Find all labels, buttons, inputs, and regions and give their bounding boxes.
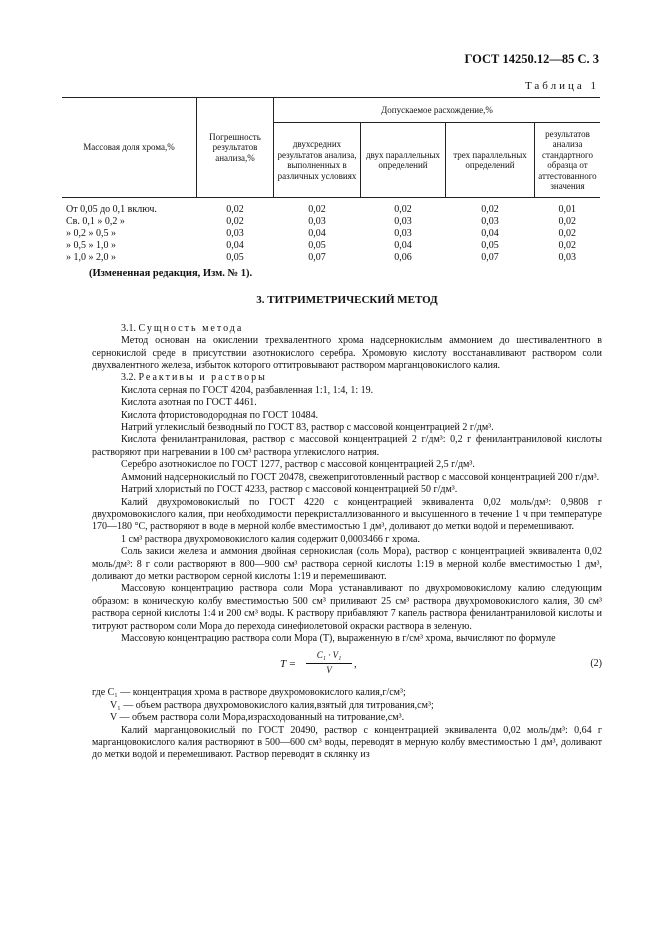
table-cell: 0,05 <box>226 252 244 263</box>
col-header-error: Погрешность результатов анализа,% <box>197 98 274 198</box>
reagent-item: Кислота азотная по ГОСТ 4461. <box>121 397 257 409</box>
table-row <box>62 240 600 252</box>
formula-numerator: C₁ · V₁ <box>306 649 352 663</box>
table-cell: 0,03 <box>308 216 326 227</box>
reagent-item: Кислота фенилантраниловая, раствор с массовой концентрацией 2 г/дм³: 0,2 г фенилантраниловой кислоты растворяют при нагревании в 100 см³ раствора углекислого натрия. <box>92 434 602 458</box>
col-header-chromium: Массовая доля хрома,% <box>62 98 197 198</box>
reagent-item: Аммоний надсернокислый по ГОСТ 20478, свежеприготовленный раствор с массовой концентрацией 200 г/дм³. <box>121 471 600 483</box>
table-row <box>62 198 600 217</box>
paragraph: Метод основан на окислении трехвалентного хрома надсернокислым аммонием до шестивалентного в сернокислой среде в присутствии азотнокислого серебра. Хромовую кислоту восстанавливают раствором соли двухвалентного железа, избыток которого оттитровывают раствором марганцовокислого калия. <box>92 335 602 372</box>
reagent-item: Натрий хлористый по ГОСТ 4233, раствор с массовой концентрацией 50 г/дм³. <box>121 484 458 496</box>
subsection-number: 3.1. <box>121 322 136 334</box>
table-cell: 0,04 <box>394 240 412 251</box>
reagent-item: Массовую концентрацию раствора соли Мора (Т), выраженную в г/см³ хрома, вычисляют по формуле <box>121 632 556 644</box>
formula-comma: , <box>354 658 357 671</box>
table-label: Таблица 1 <box>524 80 599 92</box>
col-header-two-parallel: двух параллельных определений <box>361 123 446 198</box>
reagent-item: Калий двухромовокислый по ГОСТ 4220 с концентрацией эквивалента 0,02 моль/дм³: 0,9808 г двухромовокислого калия, при необходимости перекристаллизованного и высушенного в течение 1 ч при температуре 170—180 °С, растворяют в воде в мерной колбе вместимостью 1 дм³, доливают до метки водой и перемешивают. <box>92 496 602 533</box>
formula-number: (2) <box>590 658 602 670</box>
table-row <box>62 228 600 240</box>
formula-lhs: T = <box>280 658 297 671</box>
table-cell: 0,04 <box>226 240 244 251</box>
table-cell: 0,02 <box>394 204 412 215</box>
table-cell: 0,02 <box>226 204 244 215</box>
table-cell: Св. 0,1 » 0,2 » <box>66 216 125 227</box>
page-header: ГОСТ 14250.12—85 С. 3 <box>464 52 599 66</box>
table-cell: 0,02 <box>226 216 244 227</box>
definition-line: V₁ — объем раствора двухромовокислого калия,взятый для титрования,см³; <box>110 699 434 711</box>
subsection-title: Сущность метода <box>138 322 244 334</box>
data-table <box>62 97 600 264</box>
table-cell: 0,05 <box>481 240 499 251</box>
reagent-item: Массовую концентрацию раствора соли Мора устанавливают по двухромовокислому калию следующим образом: в коническую колбу вместимостью 500 см³ приливают 25 см³ раствора двухромовокислого калия, 30 см³ раствора серной кислоты 1:4 и 200 см³ воды. К раствору прибавляют 7 капель раствора фенилантраниловой кислоты и титруют раствором соли Мора до перехода синефиолетовой окраски раствора в зеленую. <box>92 583 602 632</box>
subsection-3-1-heading <box>92 323 602 335</box>
table-cell: » 1,0 » 2,0 » <box>66 252 116 263</box>
table-cell: 0,05 <box>308 240 326 251</box>
table-cell: 0,04 <box>308 228 326 239</box>
table-cell: » 0,2 » 0,5 » <box>66 228 116 239</box>
reagent-item: 1 см³ раствора двухромовокислого калия содержит 0,0003466 г хрома. <box>121 533 420 545</box>
definition-line: V — объем раствора соли Мора,израсходованный на титрование,см³. <box>110 712 405 724</box>
reagent-item: Серебро азотнокислое по ГОСТ 1277, раствор с массовой концентрацией 2,5 г/дм³. <box>121 459 475 471</box>
paragraph: Калий марганцовокислый по ГОСТ 20490, раствор с концентрацией эквивалента 0,02 моль/дм³: 0,64 г марганцовокислого калия растворяют в 500—600 см³ воды, переводят в мерную колбу вместимостью 1 дм³, доливают до метки водой и перемешивают. Раствор переводят в склянку из <box>92 724 602 761</box>
table-cell: 0,06 <box>394 252 412 263</box>
col-header-two-means: двухсредних результатов анализа, выполненных в различных условиях <box>274 123 361 198</box>
definition-line: где C₁ — концентрация хрома в растворе двухромовокислого калия,г/см³; <box>92 687 406 699</box>
table-cell: 0,07 <box>481 252 499 263</box>
table-cell: 0,01 <box>558 204 576 215</box>
table-cell: 0,02 <box>481 204 499 215</box>
table-cell: 0,04 <box>481 228 499 239</box>
table-cell: 0,02 <box>558 216 576 227</box>
table-cell: 0,03 <box>226 228 244 239</box>
table-row <box>62 252 600 264</box>
table-cell: 0,03 <box>394 216 412 227</box>
table-cell: 0,03 <box>481 216 499 227</box>
col-header-three-parallel: трех параллельных определений <box>446 123 535 198</box>
reagent-item: Натрий углекислый безводный по ГОСТ 83, раствор с массовой концентрацией 2 г/дм³. <box>121 422 494 434</box>
reagent-item: Соль закиси железа и аммония двойная сернокислая (соль Мора), раствор с концентрацией эквивалента 0,02 моль/дм³: 8 г соли растворяют в 800—900 см³ раствора серной кислоты 1:19 в мерной колбе вместимостью 1 дм³, доливают до метки раствором серной кислоты 1:19 и перемешивают. <box>92 546 602 582</box>
body-text <box>89 268 602 762</box>
table-cell: » 0,5 » 1,0 » <box>66 240 116 251</box>
col-header-standard-sample: результатов анализа стандартного образца от аттестованного значения <box>535 123 601 198</box>
section-title: 3. ТИТРИМЕТРИЧЕСКИЙ МЕТОД <box>256 294 438 307</box>
table-cell: 0,02 <box>558 240 576 251</box>
formula-denominator: V <box>326 664 332 675</box>
formula-fraction <box>306 649 352 676</box>
subsection-number: 3.2. <box>121 372 136 384</box>
table-cell: 0,02 <box>558 228 576 239</box>
reagent-item: Кислота серная по ГОСТ 4204, разбавленная 1:1, 1:4, 1: 19. <box>121 384 374 396</box>
table-cell: 0,02 <box>308 204 326 215</box>
amendment-note: (Измененная редакция, Изм. № 1). <box>89 268 253 279</box>
subsection-3-2-heading <box>92 372 602 384</box>
formula-definitions <box>92 687 602 724</box>
col-header-group: Допускаемое расхождение,% <box>274 98 601 123</box>
table-cell: От 0,05 до 0,1 включ. <box>66 204 157 215</box>
table-cell: 0,03 <box>558 252 576 263</box>
table-row <box>62 216 600 228</box>
table-cell: 0,07 <box>308 252 326 263</box>
subsection-title: Реактивы и растворы <box>138 372 267 384</box>
reagent-item: Кислота фтористоводородная по ГОСТ 10484. <box>121 409 319 421</box>
table-cell: 0,03 <box>394 228 412 239</box>
formula <box>92 649 602 683</box>
